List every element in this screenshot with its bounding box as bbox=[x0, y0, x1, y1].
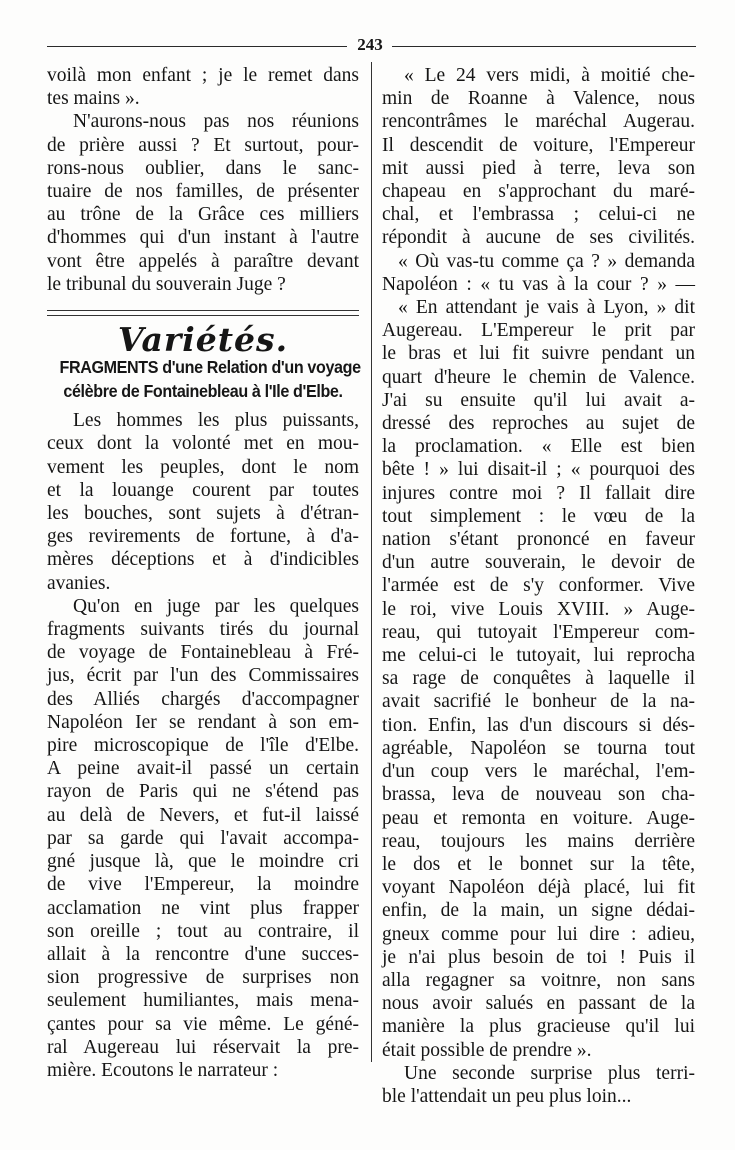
text-line: reau, toujours les mains derrière bbox=[382, 830, 695, 852]
text-line: chal, et l'embrassa ; celui-ci ne bbox=[382, 204, 695, 226]
text-line: le dos et le bonnet sur la tête, bbox=[382, 853, 695, 875]
text-line: ceux dont la volonté met en mou- bbox=[47, 433, 359, 455]
text-line: tes mains ». bbox=[47, 88, 140, 110]
text-line: était possible de prendre ». bbox=[382, 1039, 592, 1061]
text-line: A peine avait-il passé un certain bbox=[47, 758, 359, 780]
text-line: enfin, de la main, un signe dédai- bbox=[382, 900, 695, 922]
text-line: vement les peuples, dont le nom bbox=[47, 456, 359, 478]
text-line: l'armée est de s'y conformer. Vive bbox=[382, 575, 695, 597]
text-line: fragments suivants tirés du journal bbox=[47, 619, 359, 641]
text-line: mères déceptions et à d'indicibles bbox=[47, 549, 359, 571]
text-line: N'aurons-nous pas nos réunions bbox=[73, 111, 359, 133]
text-line: ges revirements de fortune, à d'a- bbox=[47, 526, 359, 548]
text-line: rencontrâmes le maréchal Augerau. bbox=[382, 111, 695, 133]
text-line: « Le 24 vers midi, à moitié che- bbox=[404, 65, 695, 86]
text-line: « En attendant je vais à Lyon, » dit bbox=[398, 297, 695, 319]
text-line: mit aussi pied à terre, leva son bbox=[382, 157, 695, 179]
text-line: de voyage de Fontainebleau à Fré- bbox=[47, 642, 359, 664]
text-line: avanies. bbox=[47, 572, 111, 594]
text-line: rayon de Paris qui ne s'étend pas bbox=[47, 781, 359, 803]
text-line: bête ! » lui disait-il ; « pourquoi des bbox=[382, 459, 695, 481]
header-rule-left bbox=[47, 46, 347, 47]
text-line: dressé des reproches au sujet de bbox=[382, 413, 695, 435]
text-line: ble l'attendait un peu plus loin... bbox=[382, 1085, 632, 1107]
text-line: répondit à aucune de ses civilités. bbox=[382, 227, 695, 249]
text-line: d'un autre souverain, le devoir de bbox=[382, 552, 695, 574]
text-line: ral Augereau lui réservait la pre- bbox=[47, 1036, 359, 1058]
text-line: Augereau. L'Empereur le prit par bbox=[382, 320, 695, 342]
column-divider bbox=[371, 62, 372, 1062]
text-line: son oreille ; tout au contraire, il bbox=[47, 920, 359, 942]
text-line: voilà mon enfant ; je le remet dans bbox=[47, 65, 359, 86]
text-line: vont être appelés à paraître devant bbox=[47, 250, 359, 272]
text-line: Une seconde surprise plus terri- bbox=[404, 1062, 695, 1084]
text-line: seulement humiliantes, mais mena- bbox=[47, 990, 359, 1012]
text-line: J'ai su ensuite qu'il lui avait a- bbox=[382, 389, 695, 411]
text-line: Il descendit de voiture, l'Empereur bbox=[382, 134, 695, 156]
text-line: manière la plus gracieuse qu'il lui bbox=[382, 1016, 695, 1038]
text-line: le roi, vive Louis XVIII. » Auge- bbox=[382, 598, 695, 620]
text-line: Qu'on en juge par les quelques bbox=[73, 595, 359, 617]
section-separator bbox=[47, 310, 359, 316]
page-number: 243 bbox=[357, 35, 383, 54]
text-line: chapeau en s'approchant du maré- bbox=[382, 181, 695, 203]
article-body bbox=[47, 409, 359, 1082]
right-column bbox=[382, 64, 695, 1108]
text-line: le tribunal du souverain Juge ? bbox=[47, 273, 286, 295]
text-line: alla regagner sa voitnre, non sans bbox=[382, 969, 695, 991]
text-line: nous avoir salués en passant de la bbox=[382, 993, 695, 1015]
text-line: quart d'heure le chemin de Valence. bbox=[382, 366, 695, 388]
text-line: voyant Napoléon déjà placé, lui fit bbox=[382, 877, 695, 899]
text-line: tuaire de nos familles, de présenter bbox=[47, 181, 359, 203]
text-line: acclamation ne vint plus frapper bbox=[47, 897, 359, 919]
subtitle-line: FRAGMENTS d'une Relation d'un voyage bbox=[59, 357, 361, 378]
narrator-quote bbox=[382, 64, 695, 1108]
text-line: Napoléon : « tu vas à la cour ? » — bbox=[382, 273, 695, 295]
text-line: de vive l'Empereur, la moindre bbox=[47, 874, 359, 896]
text-line: mière. Ecoutons le narrateur : bbox=[47, 1059, 279, 1081]
text-line: Napoléon Ier se rendant à son em- bbox=[47, 711, 359, 733]
text-line: jus, écrit par l'un des Commissaires bbox=[47, 665, 359, 687]
text-line: me celui-ci le tutoyait, lui reprocha bbox=[382, 645, 695, 667]
text-line: nation s'étant prononcé en faveur bbox=[382, 529, 695, 551]
section-title: Variétés. bbox=[117, 320, 289, 360]
text-line: d'hommes qui d'un instant à l'autre bbox=[47, 227, 359, 249]
text-line: brassa, leva de nouveau son cha- bbox=[382, 784, 695, 806]
text-line: au trône de la Grâce ces milliers bbox=[47, 204, 359, 226]
text-line: injures contre moi ? Il fallait dire bbox=[382, 482, 695, 504]
text-line: peau et remonta en voiture. Auge- bbox=[382, 807, 695, 829]
text-line: au delà de Nevers, et fut-il laissé bbox=[47, 804, 359, 826]
text-line: sa rage de conquêtes à laquelle il bbox=[382, 668, 695, 690]
text-line: Les hommes les plus puissants, bbox=[73, 410, 359, 432]
text-line: gneux comme pour lui dire : adieu, bbox=[382, 923, 695, 945]
text-line: avait sacrifié le bonheur de la na- bbox=[382, 691, 695, 713]
text-line: sion progressive de surprises non bbox=[47, 967, 359, 989]
text-line: agréable, Napoléon se tourna tout bbox=[382, 737, 695, 759]
text-line: je n'ai plus besoin de toi ! Puis il bbox=[382, 946, 695, 968]
text-line: la proclamation. « Elle est bien bbox=[382, 436, 695, 458]
left-column bbox=[47, 64, 359, 1082]
text-line: gné jusque là, que le moindre cri bbox=[47, 851, 359, 873]
text-line: çantes pour sa vie même. Le géné- bbox=[47, 1013, 359, 1035]
text-line: rons-nous oublier, dans le sanc- bbox=[47, 157, 359, 179]
text-line: le bras et lui fit suivre pendant un bbox=[382, 343, 695, 365]
text-line: min de Roanne à Valence, nous bbox=[382, 88, 695, 110]
closing-paragraph bbox=[47, 64, 359, 296]
text-line: d'un coup vers le maréchal, l'em- bbox=[382, 761, 695, 783]
article-subtitle bbox=[59, 355, 361, 403]
text-line: et la louange courent par toutes bbox=[47, 479, 359, 501]
header-rule-right bbox=[392, 46, 696, 47]
text-line: pire microscopique de l'île d'Elbe. bbox=[47, 735, 359, 757]
text-line: par sa garde qui l'avait accompa- bbox=[47, 827, 359, 849]
text-line: allait à la rencontre d'une succes- bbox=[47, 943, 359, 965]
text-line: reau, qui tutoyait l'Empereur com- bbox=[382, 621, 695, 643]
text-line: de prière aussi ? Et surtout, pour- bbox=[47, 134, 359, 156]
text-line: tion. Enfin, las d'un discours si dés- bbox=[382, 714, 695, 736]
text-line: « Où vas-tu comme ça ? » demanda bbox=[398, 250, 695, 272]
text-line: tout simplement : le vœu de la bbox=[382, 505, 695, 527]
text-line: les bouches, sont sujets à d'étran- bbox=[47, 503, 359, 525]
subtitle-line: célèbre de Fontainebleau à l'Ile d'Elbe. bbox=[63, 381, 343, 402]
text-line: des Alliés chargés d'accompagner bbox=[47, 688, 359, 710]
